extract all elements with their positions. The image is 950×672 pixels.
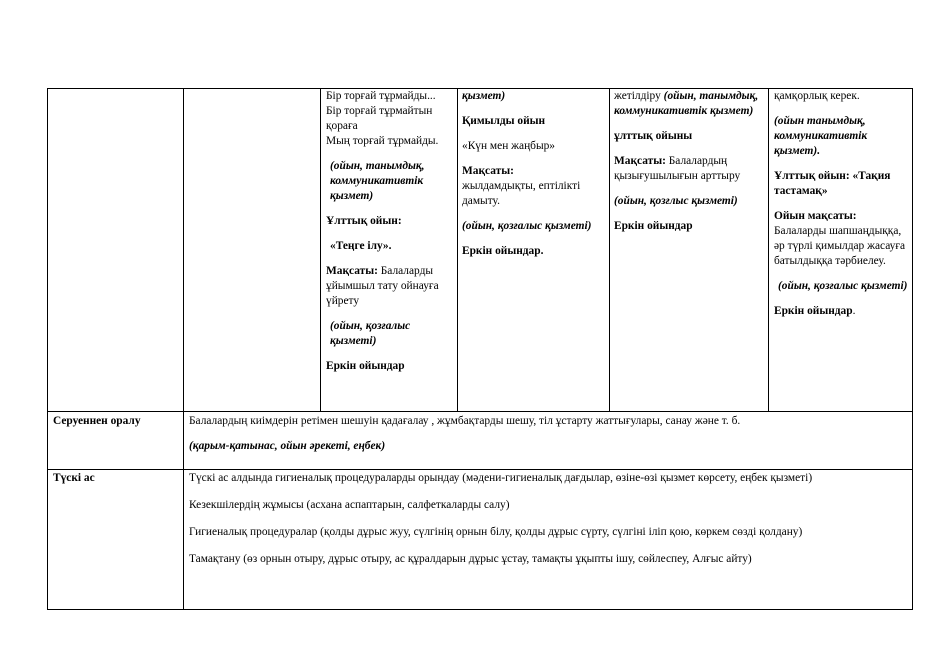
activity-type: (ойын танымдық, коммуникативтік қызмет).: [774, 115, 868, 157]
goal-label: Мақсаты:: [326, 265, 378, 277]
return-row-activity: (қарым-қатынас, ойын әрекеті, еңбек): [189, 440, 386, 452]
national-game-name: «Теңге ілу».: [330, 240, 392, 252]
national-game: Ұлттық ойын: «Тақия тастамақ»: [774, 170, 891, 197]
movement-game-name: «Күн мен жаңбыр»: [462, 140, 555, 152]
activity-type: (ойын, қозғалыс қызметі): [462, 220, 592, 232]
goal-paragraph: [614, 154, 764, 184]
free-games-period: .: [852, 305, 856, 317]
return-row-text: Балалардың киімдерін ретімен шешуін қадағалау , жұмбақтарды шешу, тіл ұстарту жаттығулары, санау және т. б.: [189, 415, 741, 427]
goal-paragraph: [326, 264, 454, 309]
goal-text: Балалардың қызығушылығын арттыру: [614, 155, 741, 182]
column-divider: [457, 88, 458, 411]
column-divider: [768, 88, 769, 411]
activity-continued: қызмет): [462, 90, 506, 102]
lunch-item: Гигиеналық процедуралар (қолды дұрыс жуу, сүлгінің орнын білу, қолды дұрыс сүрту, сүлгіні іліп қою, көркем сөзді қолдану): [189, 526, 803, 538]
goal-label: Мақсаты:: [462, 165, 514, 177]
return-row-label: Серуеннен оралу: [53, 415, 141, 427]
lunch-row-label: Түскі ас: [53, 472, 95, 484]
lead-word: жетілдіру: [614, 90, 661, 102]
activity-type: (ойын, танымдық, коммуникативтік қызмет): [614, 90, 759, 117]
lunch-item: Түскі ас алдында гигиеналық процедураларды орындау (мәдени-гигиеналық дағдылар, өзіне-өзі қызмет көрсету, еңбек қызметі): [189, 472, 813, 484]
goal-text: Балаларды ұйымшыл тату ойнауға үйрету: [326, 265, 439, 307]
game-goal-label: Ойын мақсаты:: [774, 210, 857, 222]
free-games: Еркін ойындар: [774, 305, 853, 317]
games-cell-col5: [614, 89, 764, 234]
national-game-label: ұлттық ойыны: [614, 130, 693, 142]
lunch-item: Кезекшілердің жұмысы (асхана аспаптарын, салфеткаларды салу): [189, 499, 510, 511]
column-divider: [609, 88, 610, 411]
activity-type: (ойын, қозғалыс қызметі): [778, 280, 908, 292]
activity-type: (ойын, танымдық, коммуникативтік қызмет): [330, 160, 425, 202]
column-divider: [183, 88, 184, 610]
free-games-paragraph: [774, 304, 908, 319]
games-cell-col4: [462, 89, 604, 259]
lunch-item: Тамақтану (өз орнын отыру, дұрыс отыру, ас құралдарын дұрыс ұстау, тамақты ұқыпты ішу, сөйлеспеу, Алғыс айту): [189, 553, 752, 565]
activity-type: (ойын, қозғлыс қызметі): [614, 195, 738, 207]
games-cell-col6: [774, 89, 908, 319]
lunch-row-content: [189, 471, 909, 567]
poem-line: Бір торғай тұрмайды...: [326, 90, 436, 102]
free-games: Еркін ойындар: [614, 220, 693, 232]
return-row-content: [189, 414, 909, 454]
row-divider: [47, 469, 913, 470]
games-cell-col3: [326, 89, 454, 374]
lead-text: қамқорлық керек.: [774, 90, 860, 102]
goal-label: Мақсаты:: [614, 155, 666, 167]
column-divider: [320, 88, 321, 411]
free-games: Еркін ойындар.: [462, 245, 544, 257]
row-divider: [47, 411, 913, 412]
activity-type: (ойын, қозғалыс қызметі): [330, 320, 411, 347]
poem-line: қораға: [326, 120, 358, 132]
movement-game-label: Қимылды ойын: [462, 115, 546, 127]
goal-text: жылдамдықты, ептілікті дамыту.: [462, 180, 581, 207]
goal-paragraph: [774, 209, 908, 269]
poem-line: Мың торғай тұрмайды.: [326, 135, 439, 147]
free-games: Еркін ойындар: [326, 360, 405, 372]
goal-text: Балаларды шапшаңдыққа, әр түрлі қимылдар жасауға батылдыққа тәрбиелеу.: [774, 225, 906, 267]
national-game-label: Ұлттық ойын:: [326, 215, 402, 227]
activity-paragraph: [614, 89, 764, 119]
poem-line: Бір торғай тұрмайтын: [326, 105, 433, 117]
